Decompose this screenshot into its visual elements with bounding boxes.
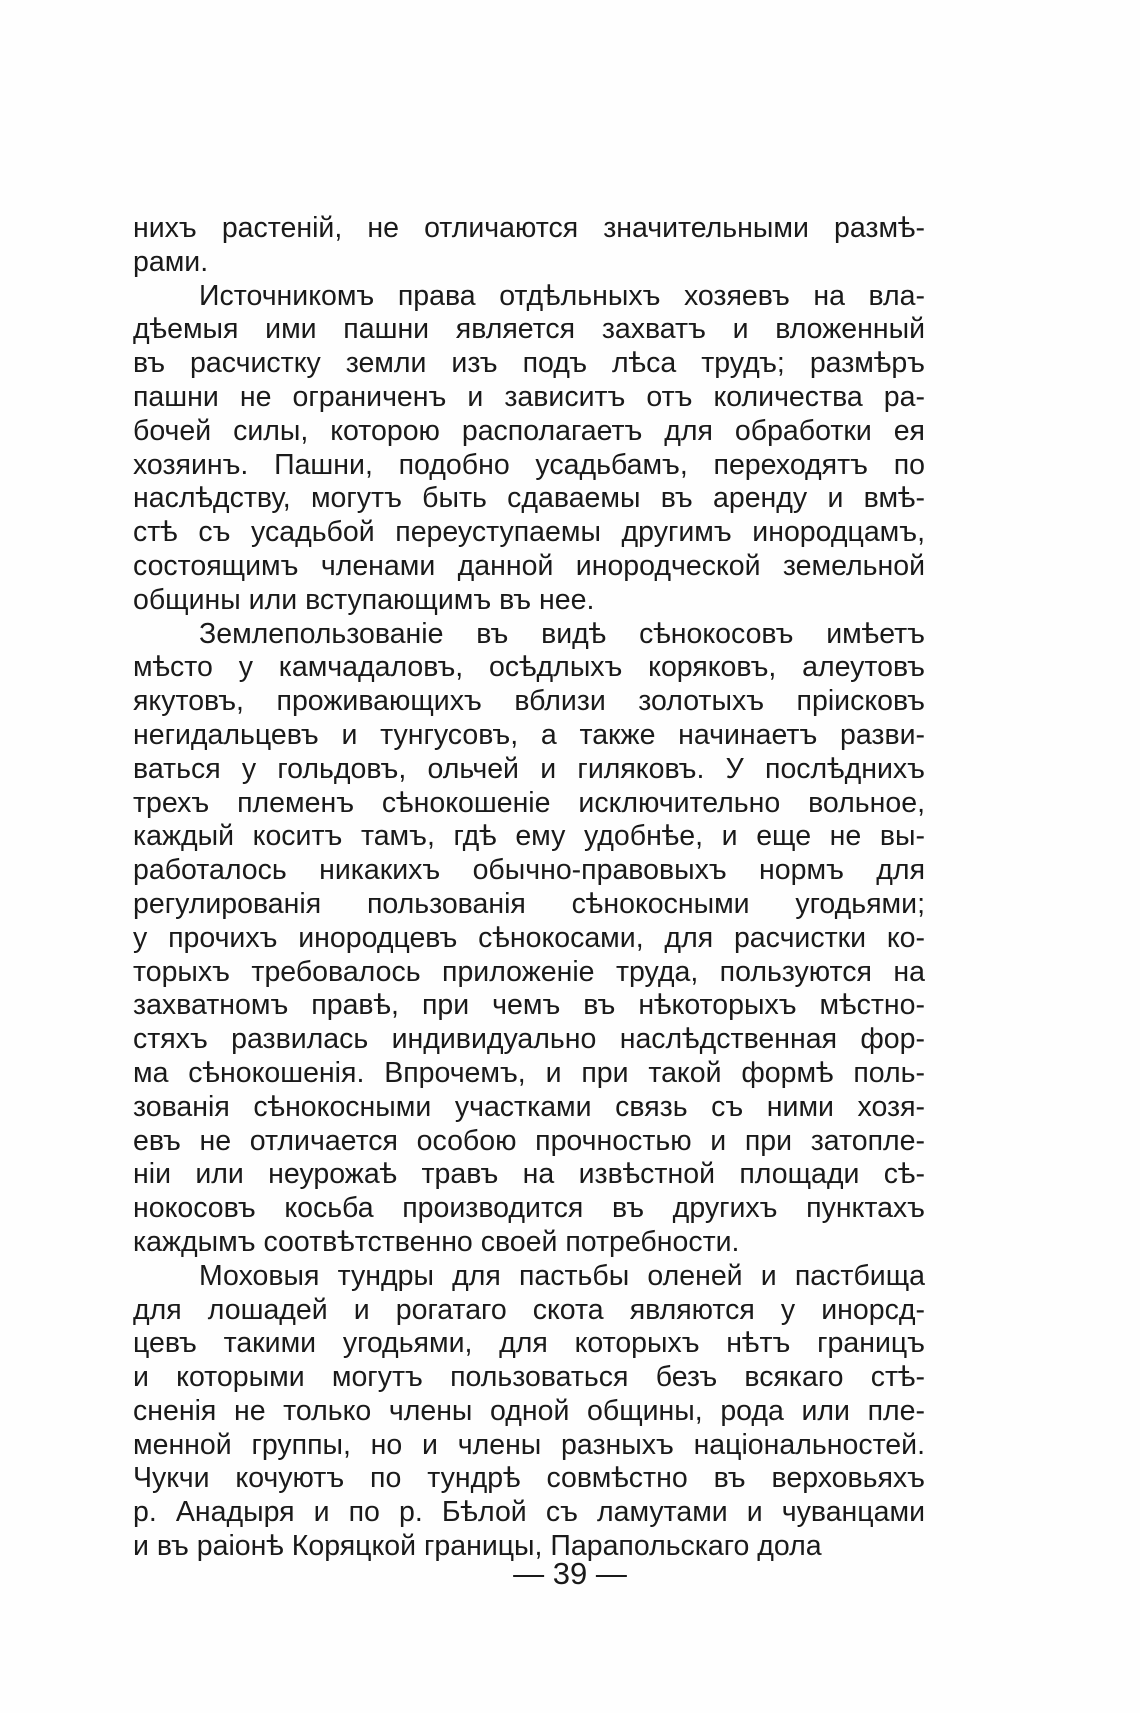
text-line: рами. — [133, 245, 209, 278]
text-line: у прочихъ инородцевъ сѣнокосами, для расчистки ко- — [133, 921, 925, 954]
text-line: Чукчи кочуютъ по тундрѣ совмѣстно въ верховьяхъ — [133, 1462, 925, 1495]
text-line: сненiя не только члены одной общины, рода или пле- — [133, 1394, 925, 1427]
text-line: работалось никакихъ обычно-правовыхъ нормъ для — [133, 854, 925, 887]
text-line: р. Анадыря и по р. Бѣлой съ ламутами и чуванцами — [133, 1496, 925, 1529]
text-line: зованiя сѣнокосными участками связь съ ними хозя- — [133, 1090, 925, 1123]
text-line: регулированiя пользованiя сѣнокосными угодьями; — [133, 887, 925, 920]
text-line: бочей силы, которою располагаетъ для обработки ея — [133, 414, 925, 447]
text-line: въ расчистку земли изъ подъ лѣса трудъ; размѣръ — [133, 347, 925, 380]
text-line: для лошадей и рогатаго скота являются у инорсд- — [133, 1293, 925, 1326]
text-line: и которыми могутъ пользоваться безъ всякаго стѣ- — [133, 1361, 925, 1394]
text-line: торыхъ требовалось приложенiе труда, пользуются на — [133, 955, 925, 988]
text-line: наслѣдству, могутъ быть сдаваемы въ аренду и вмѣ- — [133, 482, 925, 515]
paragraph — [133, 618, 925, 1260]
text-line: ма сѣнокошенiя. Впрочемъ, и при такой формѣ поль- — [133, 1056, 925, 1089]
text-line: цевъ такими угодьями, для которыхъ нѣтъ границъ — [133, 1327, 925, 1360]
text-line: стяхъ развилась индивидуально наслѣдственная фор- — [133, 1023, 925, 1056]
paragraph — [133, 212, 925, 280]
text-line: Источникомъ права отдѣльныхъ хозяевъ на вла- — [199, 279, 925, 312]
text-line: стѣ съ усадьбой переуступаемы другимъ инородцамъ, — [133, 516, 925, 549]
text-line: дѣемыя ими пашни является захватъ и вложенный — [133, 313, 925, 346]
text-line: нiи или неурожаѣ травъ на извѣстной площади сѣ- — [133, 1158, 925, 1191]
page-number: — 39 — — [513, 1556, 627, 1591]
text-line: ваться у гольдовъ, ольчей и гиляковъ. У послѣднихъ — [133, 752, 925, 785]
text-line: мѣсто у камчадаловъ, осѣдлыхъ коряковъ, алеутовъ — [133, 651, 925, 684]
text-line: каждымъ соотвѣтственно своей потребности. — [133, 1225, 740, 1258]
text-line: состоящимъ членами данной инородческой земельной — [133, 549, 925, 582]
text-line: негидальцевъ и тунгусовъ, а также начинаетъ разви- — [133, 718, 925, 751]
text-line: захватномъ правѣ, при чемъ въ нѣкоторыхъ мѣстно- — [133, 989, 925, 1022]
text-line: нихъ растенiй, не отличаются значительными размѣ- — [133, 212, 925, 244]
text-line: пашни не ограниченъ и зависитъ отъ количества ра- — [133, 380, 925, 413]
text-line: и въ раiонѣ Коряцкой границы, Парапольскаго дола — [133, 1530, 822, 1563]
text-line: общины или вступающимъ въ нее. — [133, 583, 595, 616]
text-line: нокосовъ косьба производится въ другихъ пунктахъ — [133, 1192, 925, 1225]
paragraph — [133, 280, 925, 618]
text-line: Моховыя тундры для пастьбы оленей и пастбища — [199, 1259, 925, 1292]
text-line: якутовъ, проживающихъ вблизи золотыхъ прiисковъ — [133, 685, 925, 718]
text-line: каждый коситъ тамъ, гдѣ ему удобнѣе, и еще не вы- — [133, 820, 925, 853]
text-line: трехъ племенъ сѣнокошенiе исключительно вольное, — [133, 786, 925, 819]
body-text — [133, 212, 925, 1564]
paragraph — [133, 1260, 925, 1564]
text-line: менной группы, но и члены разныхъ нацiональностей. — [133, 1428, 925, 1461]
text-line: евъ не отличается особою прочностью и при затопле- — [133, 1124, 925, 1157]
text-line: хозяинъ. Пашни, подобно усадьбамъ, переходятъ по — [133, 448, 925, 481]
text-line: Землепользованiе въ видѣ сѣнокосовъ имѣетъ — [199, 617, 925, 650]
